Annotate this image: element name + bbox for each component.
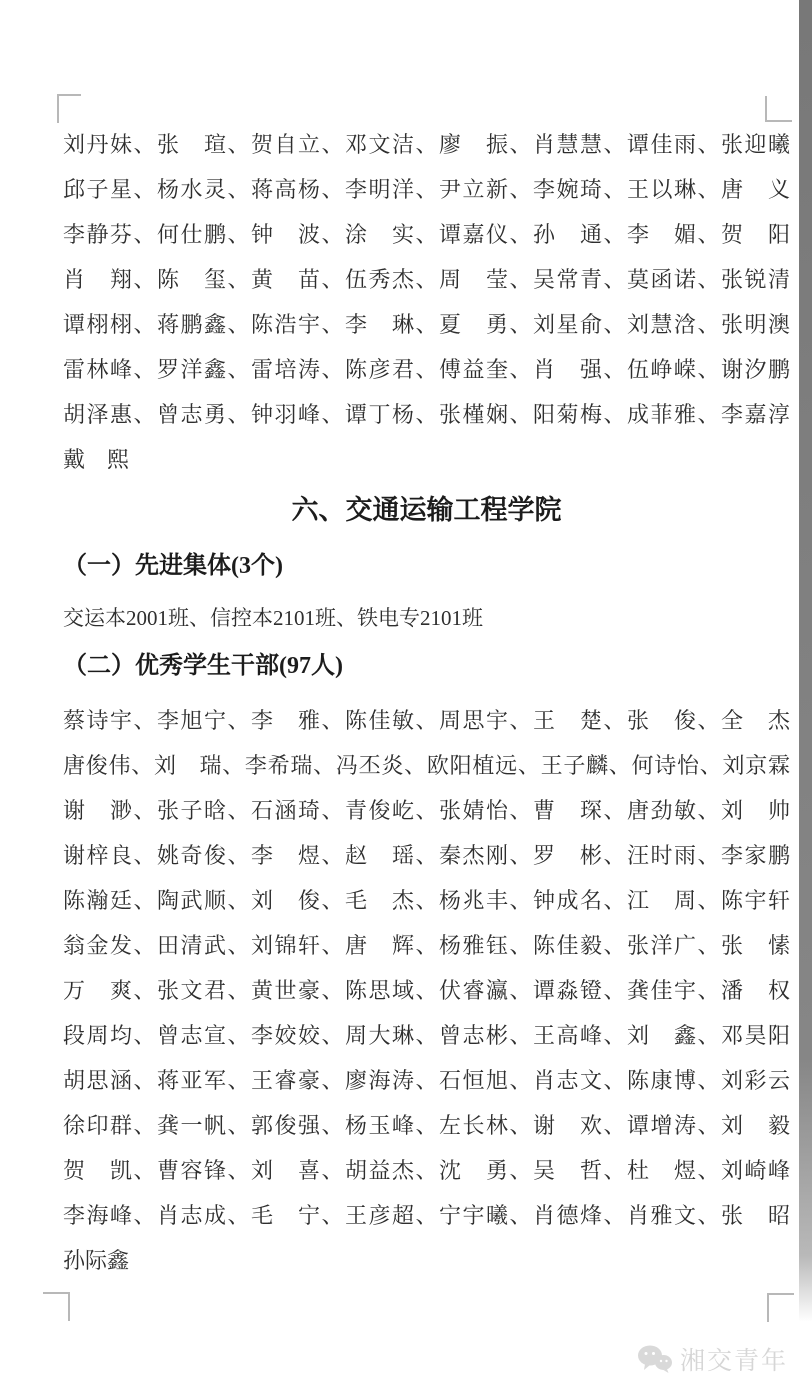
- name-line: 徐印群、龚一帆、郭俊强、杨玉峰、左长林、谢 欢、谭增涛、刘 毅: [63, 1113, 790, 1138]
- name-line: 谭栩栩、蒋鹏鑫、陈浩宇、李 琳、夏 勇、刘星俞、刘慧浛、张明澳: [63, 312, 790, 337]
- crop-mark-top-right: [765, 96, 792, 122]
- collectives-class-list: 交运本2001班、信控本2101班、铁电专2101班: [63, 606, 483, 630]
- subsection-cadres-title: （二）优秀学生干部(97人): [63, 653, 343, 679]
- name-line: 肖 翔、陈 玺、黄 苗、伍秀杰、周 莹、吴常青、莫函诺、张锐清: [63, 267, 790, 292]
- document-content: [63, 122, 790, 1283]
- subsection-collectives-title: （一）先进集体(3个): [63, 553, 283, 579]
- name-list-previous-section: [63, 122, 790, 482]
- name-line: 谢梓良、姚奇俊、李 煜、赵 瑶、秦杰刚、罗 彬、汪时雨、李家鹏: [63, 843, 790, 868]
- name-line: 段周均、曾志宣、李姣姣、周大琳、曾志彬、王高峰、刘 鑫、邓昊阳: [63, 1023, 790, 1048]
- crop-mark-bottom-left: [43, 1292, 70, 1321]
- crop-mark-bottom-right: [767, 1293, 794, 1322]
- name-line: 刘丹妹、张 瑄、贺自立、邓文洁、廖 振、肖慧慧、谭佳雨、张迎曦: [63, 132, 790, 157]
- name-line: 万 爽、张文君、黄世豪、陈思域、伏睿瀛、谭淼镫、龚佳宇、潘 权: [63, 978, 790, 1003]
- name-line: 雷林峰、罗洋鑫、雷培涛、陈彦君、傅益奎、肖 强、伍峥嵘、谢汐鹏: [63, 357, 790, 382]
- name-line: 李海峰、肖志成、毛 宁、王彦超、宁宇曦、肖德烽、肖雅文、张 昭: [63, 1203, 790, 1228]
- name-line: 胡泽惠、曾志勇、钟羽峰、谭丁杨、张槿娴、阳菊梅、成菲雅、李嘉淳: [63, 402, 790, 427]
- name-line: 邱子星、杨水灵、蒋高杨、李明洋、尹立新、李婉琦、王以琳、唐 义: [63, 177, 790, 202]
- watermark: [637, 1341, 788, 1377]
- name-line: 蔡诗宇、李旭宁、李 雅、陈佳敏、周思宇、王 楚、张 俊、全 杰: [63, 708, 790, 733]
- name-list-cadres: [63, 698, 790, 1283]
- name-line: 翁金发、田清武、刘锦轩、唐 辉、杨雅钰、陈佳毅、张洋广、张 愫: [63, 933, 790, 958]
- name-line: 陈瀚廷、陶武顺、刘 俊、毛 杰、杨兆丰、钟成名、江 周、陈宇轩: [63, 888, 790, 913]
- watermark-label: 湘交青年: [679, 1347, 788, 1375]
- wechat-icon: [637, 1344, 673, 1374]
- page-edge-shadow: [799, 0, 812, 1322]
- name-line: 孙际鑫: [63, 1248, 130, 1273]
- crop-mark-top-left: [57, 94, 81, 123]
- name-line: 戴 熙: [63, 447, 130, 472]
- section-title: 六、交通运输工程学院: [291, 495, 562, 525]
- name-line: 李静芬、何仕鹏、钟 波、涂 实、谭嘉仪、孙 通、李 媚、贺 阳: [63, 222, 790, 247]
- name-line: 谢 渺、张子晗、石涵琦、青俊屹、张婧怡、曹 琛、唐劲敏、刘 帅: [63, 798, 790, 823]
- name-line: 唐俊伟、刘 瑞、李希瑞、冯丕炎、欧阳植远、王子麟、何诗怡、刘京霖: [63, 753, 790, 778]
- name-line: 胡思涵、蒋亚军、王睿豪、廖海涛、石恒旭、肖志文、陈康博、刘彩云: [63, 1068, 790, 1093]
- name-line: 贺 凯、曹容锋、刘 喜、胡益杰、沈 勇、吴 哲、杜 煜、刘崎峰: [63, 1158, 790, 1183]
